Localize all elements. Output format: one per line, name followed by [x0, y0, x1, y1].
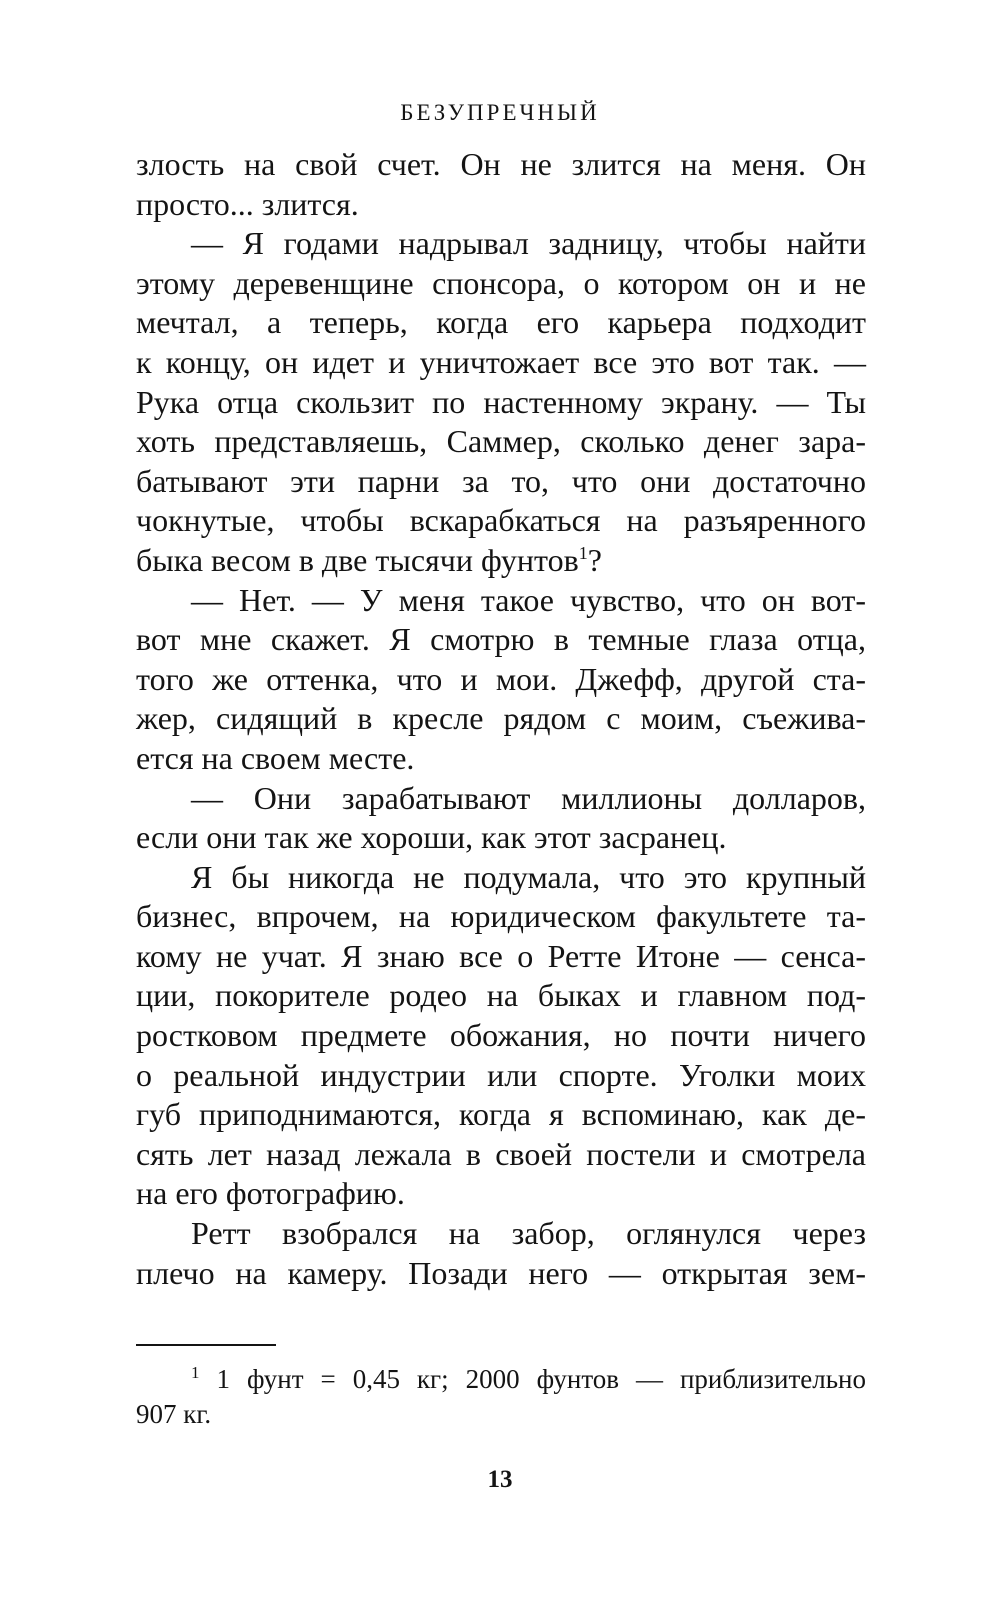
text-line-content: быка весом в две тысячи фунтов	[136, 541, 579, 578]
text-line: злость на свой счет. Он не злится на меня. Он	[136, 146, 866, 182]
footnote-line: 907 кг.	[136, 1399, 212, 1429]
footnote	[136, 1362, 866, 1432]
page-number: 13	[487, 1466, 513, 1493]
text-line: сять лет назад лежала в своей постели и смотрела	[136, 1135, 866, 1172]
text-line: плечо на камеру. Позади него — открытая зем-	[136, 1254, 866, 1291]
text-line: кому не учат. Я знаю все о Ретте Итоне — сенса-	[136, 937, 866, 974]
text-line: этому деревенщине спонсора, о котором он и не	[136, 264, 866, 301]
text-line-tail: ?	[587, 541, 602, 578]
body-text	[136, 145, 866, 1293]
text-line: вот мне скажет. Я смотрю в темные глаза отца,	[136, 621, 866, 658]
text-line: жер, сидящий в кресле рядом с моим, съежива-	[136, 700, 866, 737]
text-line: ции, покорителе родео на быках и главном под-	[136, 977, 866, 1014]
text-line: чокнутые, чтобы вскарабкаться на разъяренного	[136, 502, 866, 539]
footnote-text: 1 фунт = 0,45 кг; 2000 фунтов — приблизительно	[216, 1364, 867, 1394]
footnote-reference[interactable]: 1	[578, 542, 588, 563]
text-line: бизнес, впрочем, на юридическом факультете та-	[136, 898, 866, 935]
text-line: ется на своем месте.	[136, 739, 415, 776]
footnote-line	[136, 1362, 866, 1397]
text-line: на его фотографию.	[136, 1175, 405, 1212]
text-line: — Нет. — У меня такое чувство, что он вот-	[191, 581, 866, 618]
footnote-divider	[136, 1344, 276, 1346]
text-line: мечтал, а теперь, когда его карьера подходит	[136, 304, 866, 341]
text-line: Я бы никогда не подумала, что это крупный	[191, 858, 866, 895]
text-line: губ приподнимаются, когда я вспоминаю, как де-	[136, 1096, 866, 1133]
text-line: хоть представляешь, Саммер, сколько денег зара-	[136, 423, 866, 460]
text-line: ростковом предмете обожания, но почти ничего	[136, 1017, 866, 1054]
text-line: о реальной индустрии или спорте. Уголки моих	[136, 1056, 866, 1093]
text-line: — Я годами надрывал задницу, чтобы найти	[191, 225, 866, 262]
text-line: того же оттенка, что и мои. Джефф, другой ста-	[136, 660, 866, 697]
text-line: к концу, он идет и уничтожает все это вот так. —	[136, 343, 866, 380]
text-line: Рука отца скользит по настенному экрану. — Ты	[136, 383, 866, 420]
running-head: БЕЗУПРЕЧНЫЙ	[400, 100, 600, 125]
text-line: Ретт взобрался на забор, оглянулся через	[191, 1215, 866, 1252]
text-line: — Они зарабатывают миллионы долларов,	[191, 779, 866, 816]
text-line: батывают эти парни за то, что они достаточно	[136, 462, 866, 499]
text-line: если они так же хороши, как этот засранец.	[136, 819, 727, 856]
footnote-mark: 1	[191, 1363, 200, 1382]
text-line: просто... злится.	[136, 185, 359, 222]
text-line-with-footnote	[136, 541, 866, 581]
